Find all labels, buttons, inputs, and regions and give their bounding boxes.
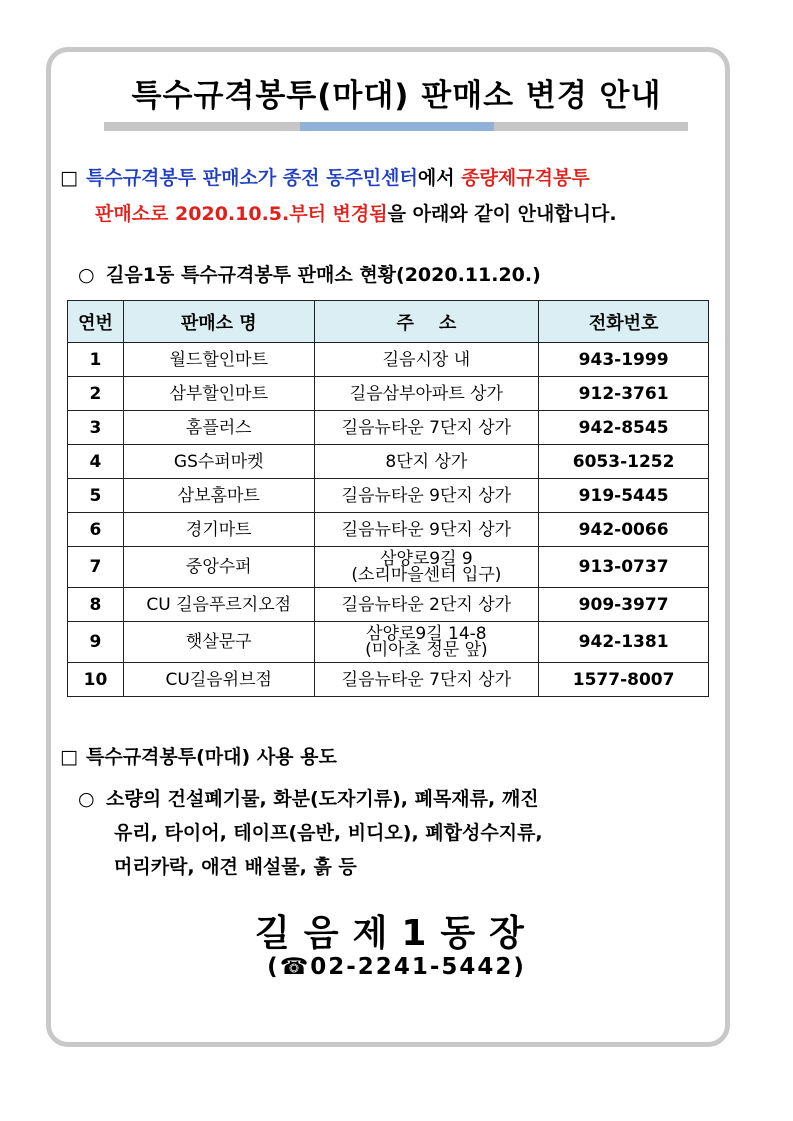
table-header-row bbox=[68, 301, 709, 343]
row-name: CU길음위브점 bbox=[123, 663, 314, 697]
circle-mark: ○ bbox=[78, 788, 95, 810]
row-address: 길음뉴타운 2단지 상가 bbox=[314, 588, 539, 622]
row-name: CU 길음푸르지오점 bbox=[123, 588, 314, 622]
notice-text: 에서 bbox=[417, 167, 462, 189]
usage-heading bbox=[60, 742, 337, 769]
row-no: 7 bbox=[68, 547, 124, 588]
office-signature: 길음제1동장 bbox=[255, 913, 538, 954]
row-phone: 909-3977 bbox=[539, 588, 709, 622]
row-address bbox=[314, 622, 539, 663]
notice-red-text: 종량제규격봉투 bbox=[461, 167, 590, 189]
row-address-line-1: 삼양로9길 9 bbox=[380, 549, 473, 569]
status-heading-text: 길음1동 특수규격봉투 판매소 현황(2020.11.20.) bbox=[106, 264, 541, 286]
row-address-line-1: 삼양로9길 14-8 bbox=[366, 624, 487, 644]
table-row bbox=[68, 547, 709, 588]
row-no: 3 bbox=[68, 411, 124, 445]
office-phone: (☎02-2241-5442) bbox=[267, 954, 526, 980]
row-no: 2 bbox=[68, 377, 124, 411]
row-address-line-2: (미아초 정문 앞) bbox=[365, 640, 488, 660]
row-phone: 943-1999 bbox=[539, 343, 709, 377]
row-no: 5 bbox=[68, 479, 124, 513]
table-row bbox=[68, 377, 709, 411]
notice-line-2 bbox=[60, 196, 740, 232]
title-underline-accent bbox=[300, 122, 494, 131]
usage-line-1 bbox=[78, 782, 698, 816]
row-name: 삼부할인마트 bbox=[123, 377, 314, 411]
row-address bbox=[314, 547, 539, 588]
header-phone: 전화번호 bbox=[539, 301, 709, 343]
row-no: 10 bbox=[68, 663, 124, 697]
notice-red-date-text: 판매소로 2020.10.5.부터 변경됨 bbox=[95, 203, 388, 225]
table-row bbox=[68, 411, 709, 445]
checkbox-mark: □ bbox=[60, 167, 78, 189]
row-address: 길음뉴타운 7단지 상가 bbox=[314, 411, 539, 445]
table-row bbox=[68, 622, 709, 663]
row-phone: 942-0066 bbox=[539, 513, 709, 547]
row-no: 8 bbox=[68, 588, 124, 622]
row-no: 6 bbox=[68, 513, 124, 547]
row-phone: 6053-1252 bbox=[539, 445, 709, 479]
table-row bbox=[68, 513, 709, 547]
row-address-line-2: (소리마을센터 입구) bbox=[351, 565, 502, 585]
notice-tail-text: 을 아래와 같이 안내합니다. bbox=[387, 203, 617, 225]
table-row bbox=[68, 445, 709, 479]
row-phone: 912-3761 bbox=[539, 377, 709, 411]
usage-heading-text: 특수규격봉투(마대) 사용 용도 bbox=[86, 746, 337, 768]
row-address: 8단지 상가 bbox=[314, 445, 539, 479]
circle-mark: ○ bbox=[78, 264, 95, 286]
row-name: 홈플러스 bbox=[123, 411, 314, 445]
row-phone: 942-1381 bbox=[539, 622, 709, 663]
page-title: 특수규격봉투(마대) 판매소 변경 안내 bbox=[131, 78, 662, 114]
checkbox-mark: □ bbox=[60, 746, 78, 768]
row-name: 중앙수퍼 bbox=[123, 547, 314, 588]
usage-line-3: 머리카락, 애견 배설물, 흙 등 bbox=[114, 856, 357, 878]
row-no: 9 bbox=[68, 622, 124, 663]
row-address: 길음뉴타운 7단지 상가 bbox=[314, 663, 539, 697]
usage-line-1-text: 소량의 건설폐기물, 화분(도자기류), 폐목재류, 깨진 bbox=[106, 788, 539, 810]
table-row bbox=[68, 588, 709, 622]
row-phone: 913-0737 bbox=[539, 547, 709, 588]
row-name: GS수퍼마켓 bbox=[123, 445, 314, 479]
row-address: 길음뉴타운 9단지 상가 bbox=[314, 513, 539, 547]
usage-line-2: 유리, 타이어, 테이프(음반, 비디오), 폐합성수지류, bbox=[114, 822, 543, 844]
usage-list bbox=[78, 782, 698, 884]
table-row bbox=[68, 663, 709, 697]
row-name: 경기마트 bbox=[123, 513, 314, 547]
row-phone: 942-8545 bbox=[539, 411, 709, 445]
row-phone: 919-5445 bbox=[539, 479, 709, 513]
row-name: 삼보홈마트 bbox=[123, 479, 314, 513]
row-address: 길음삼부아파트 상가 bbox=[314, 377, 539, 411]
row-no: 4 bbox=[68, 445, 124, 479]
header-address: 주 소 bbox=[314, 301, 539, 343]
table-row bbox=[68, 479, 709, 513]
row-phone: 1577-8007 bbox=[539, 663, 709, 697]
header-name: 판매소 명 bbox=[123, 301, 314, 343]
row-no: 1 bbox=[68, 343, 124, 377]
table-row bbox=[68, 343, 709, 377]
notice-line-1 bbox=[60, 160, 740, 196]
notice-blue-text: 특수규격봉투 판매소가 종전 동주민센터 bbox=[86, 167, 418, 189]
notice-paragraph bbox=[60, 160, 740, 232]
shop-table bbox=[67, 300, 709, 697]
row-name: 햇살문구 bbox=[123, 622, 314, 663]
row-name: 월드할인마트 bbox=[123, 343, 314, 377]
status-heading bbox=[78, 260, 541, 287]
header-no: 연번 bbox=[68, 301, 124, 343]
row-address: 길음뉴타운 9단지 상가 bbox=[314, 479, 539, 513]
row-address: 길음시장 내 bbox=[314, 343, 539, 377]
